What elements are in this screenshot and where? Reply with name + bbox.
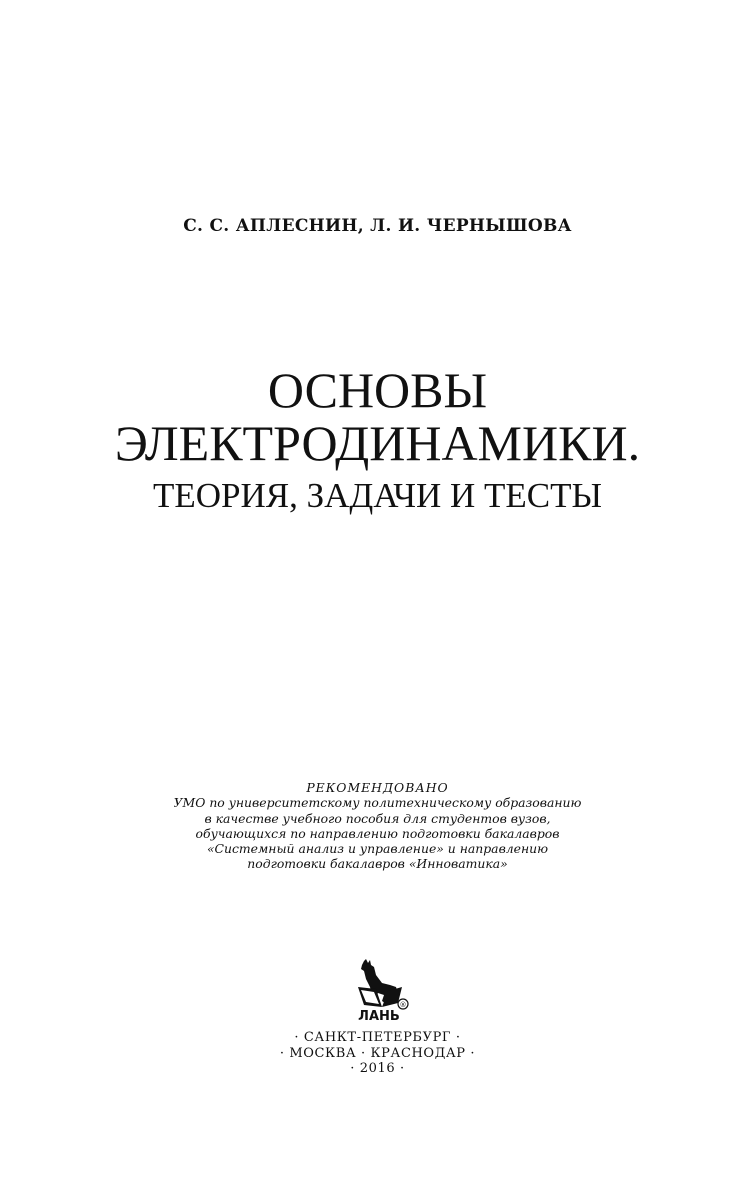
imprint-block bbox=[0, 1030, 755, 1077]
recommendation-line: в качестве учебного пособия для студентов вузов, bbox=[204, 810, 551, 826]
recommendation-line: обучающихся по направлению подготовки бакалавров bbox=[195, 825, 560, 841]
title-line-1: ОСНОВЫ bbox=[267, 362, 488, 418]
imprint-cities-line-2: · МОСКВА · КРАСНОДАР · bbox=[279, 1045, 476, 1061]
deer-logo-icon bbox=[352, 957, 412, 1023]
recommendation-line: подготовки бакалавров «Инноватика» bbox=[247, 856, 508, 872]
recommendation-line: «Системный анализ и управление» и направлению bbox=[206, 841, 549, 857]
imprint-cities-line-1: · САНКТ-ПЕТЕРБУРГ · bbox=[294, 1030, 461, 1045]
recommendation-heading: РЕКОМЕНДОВАНО bbox=[306, 780, 449, 795]
book-subtitle: ТЕОРИЯ, ЗАДАЧИ И ТЕСТЫ bbox=[152, 476, 603, 515]
registered-mark: ® bbox=[399, 1001, 407, 1009]
recommendation-line: УМО по университетскому политехническому образованию bbox=[173, 795, 582, 811]
book-authors: С. С. АПЛЕСНИН, Л. И. ЧЕРНЫШОВА bbox=[183, 216, 572, 236]
recommendation-block bbox=[0, 780, 755, 872]
book-title bbox=[0, 362, 755, 515]
imprint-year: · 2016 · bbox=[350, 1061, 405, 1076]
publisher-name: ЛАНЬ bbox=[358, 1009, 400, 1023]
title-line-2: ЭЛЕКТРОДИНАМИКИ. bbox=[114, 415, 641, 471]
